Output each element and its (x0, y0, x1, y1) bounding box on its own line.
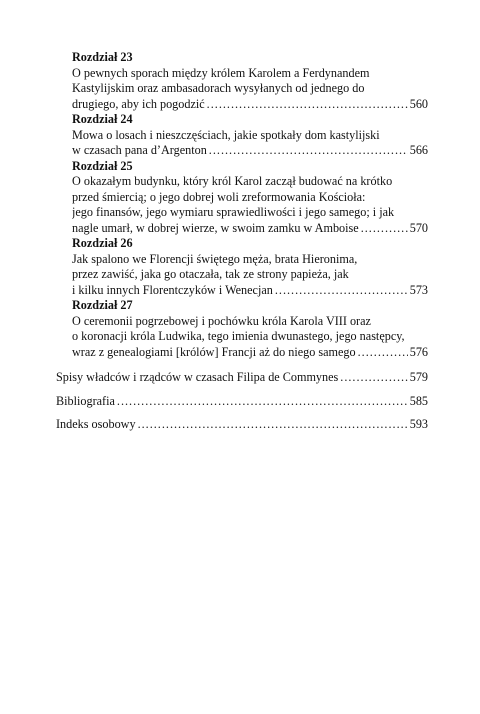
page-number: 566 (409, 143, 428, 157)
toc-chapter-25 (72, 159, 428, 237)
chapter-title-line: przed śmiercią; o jego dobrej woli zreformowania Kościoła: (72, 189, 366, 204)
toc-chapter-24 (72, 112, 428, 159)
entry-title: Indeks osobowy (56, 417, 136, 431)
chapter-title-line: O pewnych sporach między królem Karolem a Ferdynandem (72, 65, 370, 80)
dot-leader (209, 143, 408, 159)
toc-entry-bibliography (56, 394, 428, 410)
dot-leader (117, 394, 408, 410)
chapter-last-line (72, 283, 428, 299)
chapter-title-line: jego finansów, jego wymiaru sprawiedliwości i jego samego; i jak (72, 205, 395, 219)
toc-entry-index (56, 417, 428, 433)
chapter-title-end: drugiego, aby ich pogodzić (72, 96, 205, 111)
chapter-heading: Rozdział 24 (72, 112, 133, 126)
chapter-title-end: i kilku innych Florentczyków i Wenecjan (72, 282, 273, 297)
entry-title: Bibliografia (56, 393, 115, 408)
page-number: 570 (409, 220, 428, 235)
page-number: 585 (409, 393, 428, 408)
table-of-contents (56, 50, 428, 433)
chapter-heading: Rozdział 23 (72, 50, 133, 64)
chapter-title-line: Jak spalono we Florencji świętego męża, brata Hieronima, (72, 251, 358, 266)
entry-title: Spisy władców i rządców w czasach Filipa de Commynes (56, 370, 339, 384)
dot-leader (361, 221, 408, 237)
chapter-heading: Rozdział 25 (72, 158, 133, 173)
chapter-last-line (72, 97, 428, 113)
page-number: 576 (409, 344, 428, 359)
chapter-title-end: w czasach pana d’Argenton (72, 143, 207, 157)
page-number: 593 (409, 417, 428, 431)
dot-leader (358, 345, 408, 361)
chapter-title-end: wraz z genealogiami [królów] Francji aż do niego samego (72, 344, 356, 359)
toc-chapter-27 (72, 298, 428, 360)
page-number: 560 (409, 96, 428, 111)
page-number: 573 (409, 282, 428, 297)
chapter-title-line: O okazałym budynku, który król Karol zaczął budować na krótko (72, 174, 393, 188)
chapter-title-line: O ceremonii pogrzebowej i pochówku króla Karola VIII oraz (72, 313, 371, 328)
dot-leader (340, 370, 407, 386)
toc-entry-rulers-lists (56, 370, 428, 386)
dot-leader (138, 417, 408, 433)
chapter-last-line (72, 221, 428, 237)
chapter-last-line (72, 143, 428, 159)
dot-leader (275, 283, 408, 299)
dot-leader (207, 97, 408, 113)
chapter-title-line: Mowa o losach i nieszczęściach, jakie spotkały dom kastylijski (72, 127, 380, 142)
toc-chapter-23 (72, 50, 428, 112)
toc-chapter-26 (72, 236, 428, 298)
chapter-title-line: przez zawiść, jaka go otaczała, tak ze strony papieża, jak (72, 267, 349, 281)
chapter-heading: Rozdział 26 (72, 236, 133, 250)
page-number: 579 (409, 370, 428, 384)
chapter-heading: Rozdział 27 (72, 298, 133, 312)
chapter-last-line (72, 345, 428, 361)
chapter-title-end: nagle umarł, w dobrej wierze, w swoim zamku w Amboise (72, 220, 359, 235)
chapter-title-line: Kastylijskim oraz ambasadorach wysyłanych od jednego do (72, 81, 365, 95)
chapter-title-line: o koronacji króla Ludwika, tego imienia dwunastego, jego następcy, (72, 329, 405, 343)
